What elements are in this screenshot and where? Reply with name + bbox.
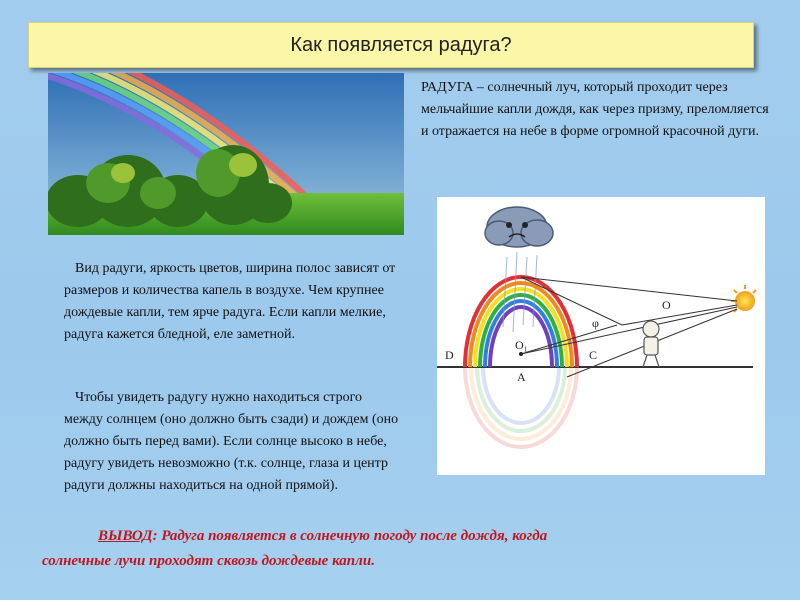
conclusion-line-2: солнечные лучи проходят сквозь дождевые капли. [42,553,375,569]
observer-figure [643,321,659,367]
point-d-label: D [445,348,454,362]
point-o-label: O [662,298,671,312]
conclusion-text [42,524,742,574]
definition-term: РАДУГА [421,80,474,95]
paragraph-brightness: Вид радуги, яркость цветов, ширина полос зависят от размеров и количества капель в воздухе. Чем крупнее дождевые капли, тем ярче радуга. Если капли мелкие, радуга кажется бледной, еле заметной. [64,261,396,342]
point-a-label: A [517,370,526,384]
point-o1-label: O₁ [515,338,528,352]
page-title: Как появляется радуга? [290,33,512,56]
cloud-icon [485,207,553,247]
rainbow-diagram [437,197,765,475]
rainbow-definition [421,77,773,143]
angle-phi-label: φ [592,316,599,330]
conclusion-colon: : [152,528,158,544]
conclusion-label: ВЫВОД [98,528,153,544]
conclusion-line-1-text: Радуга появляется в солнечную погоду после дождя, когда [157,528,548,544]
title-banner [28,22,754,68]
definition-text: – солнечный луч, который проходит через мельчайшие капли дождя, как через призму, преломляется и отражается на небе в форме огромной красочной дуги. [421,80,769,139]
point-c-label: C [589,348,598,362]
conclusion-line-1 [42,524,742,549]
paragraph-viewing-position: Чтобы увидеть радугу нужно находиться строго между солнцем (оно должно быть сзади) и дождем (оно должно быть перед вами). Если солнце высоко в небе, радугу увидеть невозможно (т.к. солнце, глаза и центр радуги должны находиться на одной прямой). [64,390,399,493]
rainbow-photo [48,73,404,235]
